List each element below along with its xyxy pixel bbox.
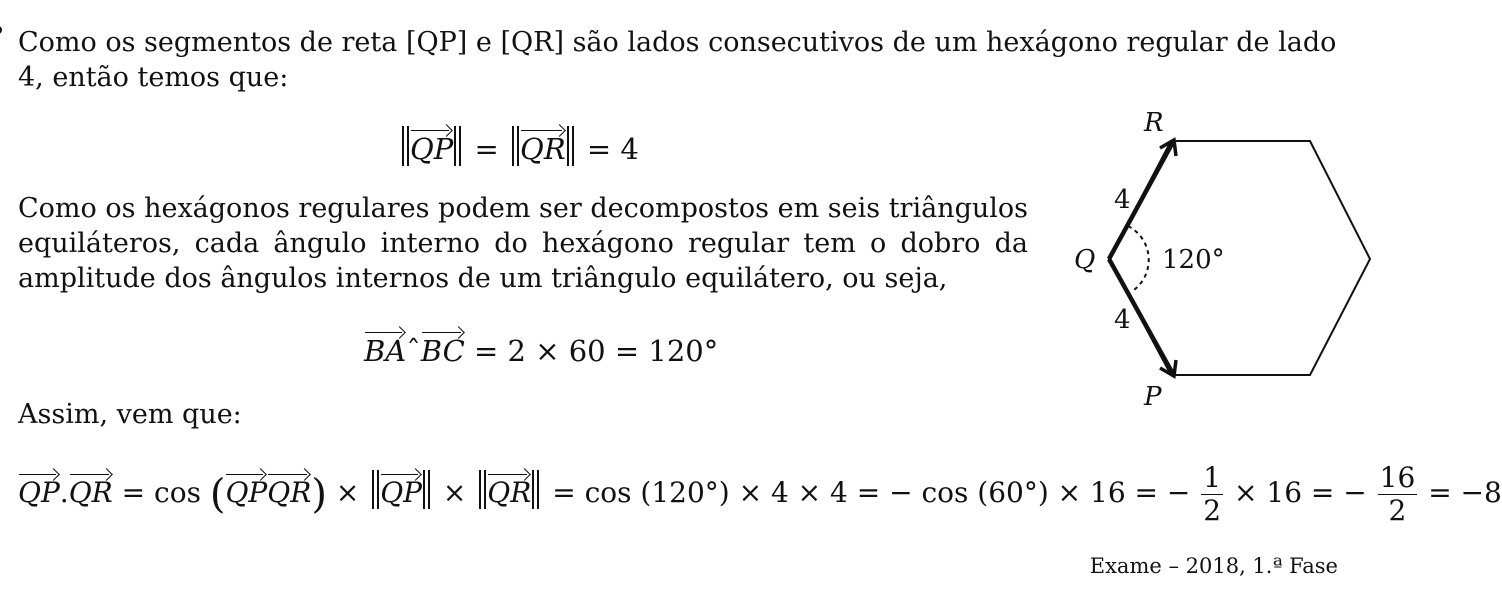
equation-dot-product: QP.QR = cos (QPQR) × QP × QR = cos (120°) × 4 × 4 = − cos (60°) × 16 = − $\frac{1}{2}$ × 16 = − $\frac{16}{2}$ = −8	[18, 461, 1502, 527]
vector-qr: QR	[520, 126, 566, 166]
hexagon-outline	[1109, 141, 1370, 375]
vector-ba: BA	[364, 328, 406, 368]
source-citation: Exame – 2018, 1.ª Fase	[1089, 554, 1338, 578]
equation-step1: = cos (120°) × 4 × 4 = − cos (60°) × 16 = −	[552, 476, 1191, 509]
vector-qr: QR	[69, 470, 113, 509]
equation-norms: QP = QR = 4	[398, 126, 639, 166]
norm-qr	[512, 126, 574, 166]
vector-qp: QP	[18, 470, 60, 509]
fraction-half: $\frac{1}{2}$	[1203, 461, 1222, 527]
label-p: P	[1144, 382, 1162, 412]
vector-bc: BC	[421, 328, 465, 368]
equation-norms-rhs: = 4	[586, 132, 639, 166]
label-side-top: 4	[1114, 185, 1131, 215]
label-q: Q	[1074, 245, 1096, 275]
fraction-sixteen-halves: $\frac{16}{2}$	[1379, 461, 1416, 527]
cos-word: cos	[154, 476, 201, 509]
norm-qp	[402, 126, 461, 166]
label-side-bottom: 4	[1114, 305, 1131, 335]
angle-arc	[1128, 226, 1149, 292]
equation-result: = −8	[1428, 476, 1502, 509]
equation-step2: × 16 = −	[1234, 476, 1367, 509]
equation-angle-rhs: = 2 × 60 = 120°	[474, 334, 719, 368]
vector-qp: QP	[410, 126, 453, 166]
paragraph-hexagon-angles: Como os hexágonos regulares podem ser decompostos em seis triângulos equiláteros, cada ângulo interno do hexágono regular tem o dobro da amplitude dos ângulos internos de um triângulo equilátero, ou seja,	[18, 193, 1028, 294]
equation-angle: BAˆBC = 2 × 60 = 120°	[364, 328, 718, 368]
hexagon-figure	[1060, 100, 1390, 420]
norm-qp: QP	[372, 470, 430, 509]
norm-qr: QR	[479, 470, 539, 509]
label-angle: 120°	[1162, 245, 1225, 275]
list-bullet	[0, 26, 2, 34]
paragraph-conclusion-lead: Assim, vem que:	[18, 399, 242, 430]
label-r: R	[1144, 108, 1164, 138]
paragraph-intro: Como os segmentos de reta [QP] e [QR] são lados consecutivos de um hexágono regular de lado 4, então temos que:	[18, 27, 1337, 93]
